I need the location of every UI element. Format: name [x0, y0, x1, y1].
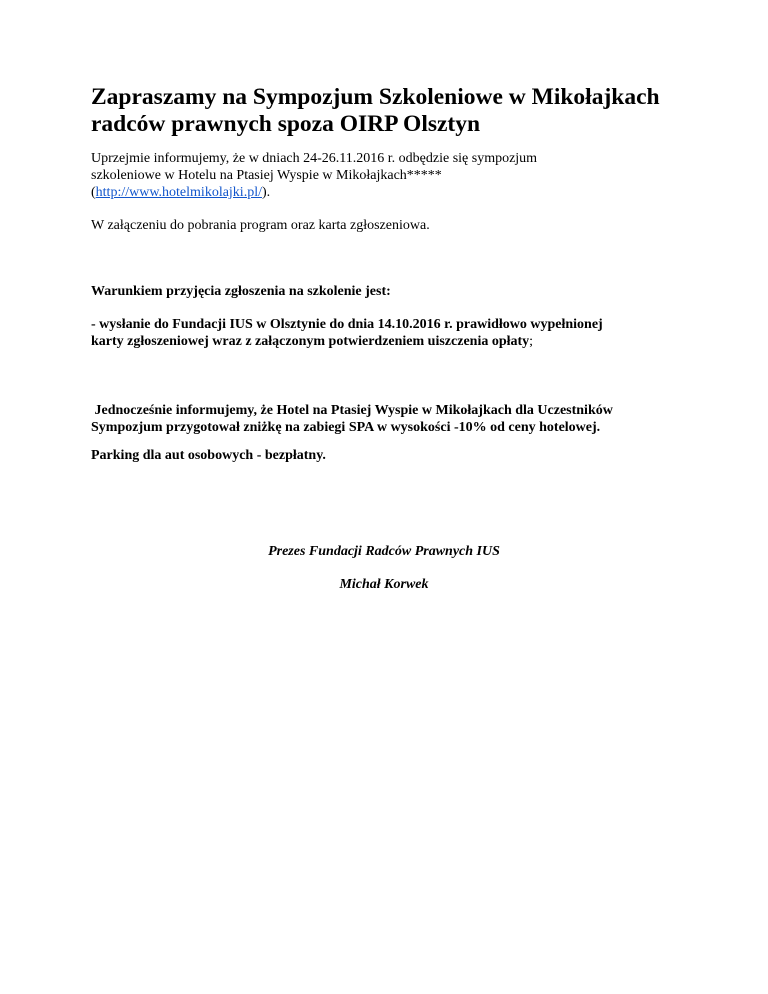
- condition-trailing: ;: [529, 334, 534, 349]
- spa-line-1: Jednocześnie informujemy, że Hotel na Ptasiej Wyspie w Mikołajkach dla Uczestników: [91, 403, 613, 418]
- condition-paragraph: [91, 316, 691, 350]
- parking-paragraph: Parking dla aut osobowych - bezpłatny.: [91, 448, 326, 463]
- conditions-heading: Warunkiem przyjęcia zgłoszenia na szkolenie jest:: [91, 284, 391, 299]
- condition-line-2-text: karty zgłoszeniowej wraz z załączonym potwierdzeniem uiszczenia opłaty: [91, 334, 530, 349]
- signature-title: Prezes Fundacji Radców Prawnych IUS: [268, 544, 500, 559]
- close-paren: ).: [261, 185, 271, 200]
- title-line-1: Zapraszamy na Sympozjum Szkoleniowe w Mikołajkach: [91, 84, 660, 110]
- intro-line-2: szkoleniowe w Hotelu na Ptasiej Wyspie w Mikołajkach*****: [91, 168, 442, 183]
- page-title: [91, 84, 711, 138]
- intro-line-1: Uprzejmie informujemy, że w dniach 24-26.11.2016 r. odbędzie się sympozjum: [91, 151, 538, 166]
- condition-line-1: - wysłanie do Fundacji IUS w Olsztynie do dnia 14.10.2016 r. prawidłowo wypełnionej: [91, 317, 603, 332]
- attachment-paragraph: W załączeniu do pobrania program oraz karta zgłoszeniowa.: [91, 218, 430, 233]
- hotel-website-link[interactable]: http://www.hotelmikolajki.pl/: [95, 185, 262, 200]
- title-line-2: radców prawnych spoza OIRP Olsztyn: [91, 111, 481, 137]
- spa-line-2: Sympozjum przygotował zniżkę na zabiegi SPA w wysokości -10% od ceny hotelowej.: [91, 420, 601, 435]
- condition-line-2: [91, 333, 691, 350]
- open-paren: (: [91, 185, 96, 200]
- signature-name: Michał Korwek: [339, 577, 429, 592]
- intro-paragraph: [91, 150, 691, 201]
- intro-line-3: [91, 184, 691, 201]
- spa-notice-paragraph: [91, 402, 731, 436]
